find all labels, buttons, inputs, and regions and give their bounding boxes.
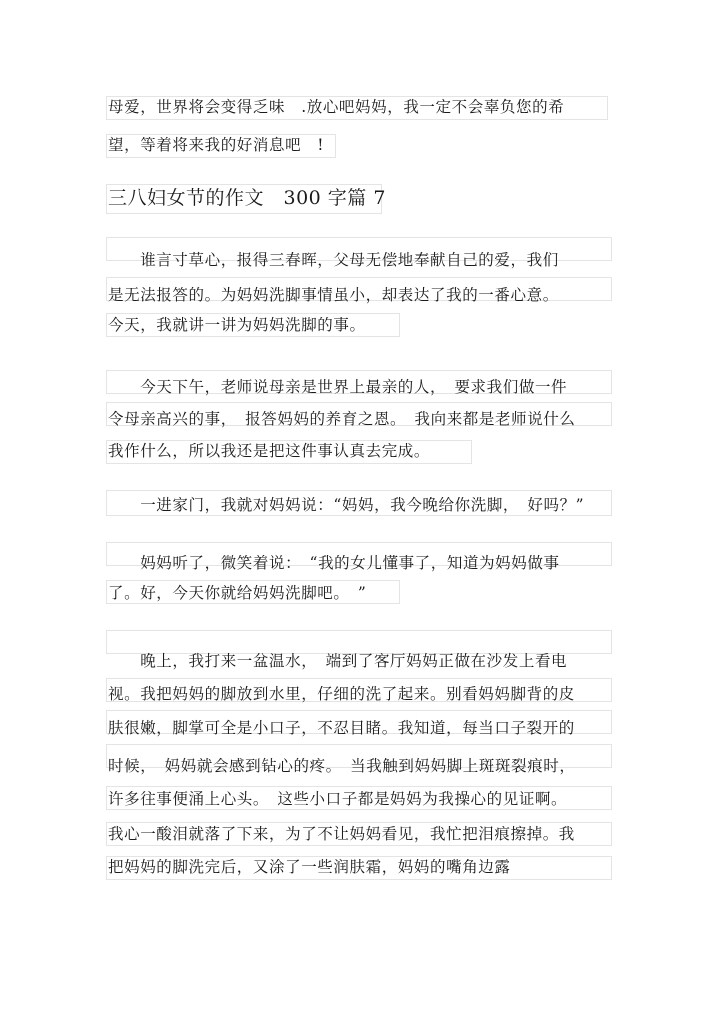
- paragraph-line: 今天，我就讲一讲为妈妈洗脚的事。: [108, 316, 366, 334]
- paragraph-line: 是无法报答的。为妈妈洗脚事情虽小，却表达了我的一番心意。: [108, 286, 559, 304]
- intro-line: 母爱，世界将会变得乏味 .放心吧妈妈，我一定不会辜负您的希: [108, 98, 565, 116]
- paragraph-line: 时候， 妈妈就会感到钻心的疼。 当我触到妈妈脚上斑斑裂痕时，: [108, 757, 576, 775]
- paragraph-line: 谁言寸草心，报得三春晖，父母无偿地奉献自己的爱，我们: [108, 251, 559, 269]
- paragraph-line: 视。我把妈妈的脚放到水里，仔细的洗了起来。别看妈妈脚背的皮: [108, 685, 575, 703]
- paragraph-line: 把妈妈的脚洗完后，又涂了一些润肤霜，妈妈的嘴角边露: [108, 858, 511, 876]
- paragraph-line: 我作什么，所以我还是把这件事认真去完成。: [108, 442, 431, 460]
- intro-line: 望，等着将来我的好消息吧 !: [108, 136, 325, 154]
- paragraph-line: 妈妈听了，微笑着说： “我的女儿懂事了，知道为妈妈做事: [108, 554, 560, 572]
- paragraph-line: 许多往事便涌上心头。 这些小口子都是妈妈为我操心的见证啊。: [108, 790, 568, 808]
- section-title: 三八妇女节的作文 300 字篇 7: [108, 187, 386, 209]
- paragraph-line: 肤很嫩，脚掌可全是小口子，不忍目睹。我知道，每当口子裂开的: [108, 719, 575, 737]
- paragraph-line: 一进家门，我就对妈妈说：“妈妈，我今晚给你洗脚， 好吗？”: [108, 496, 585, 514]
- paragraph-line: 今天下午，老师说母亲是世界上最亲的人， 要求我们做一件: [108, 378, 568, 396]
- paragraph-line: 我心一酸泪就落了下来，为了不让妈妈看见，我忙把泪痕擦掉。我: [108, 825, 575, 843]
- paragraph-line: 令母亲高兴的事， 报答妈妈的养育之恩。 我向来都是老师说什么: [108, 410, 576, 428]
- paragraph-line: 晚上，我打来一盆温水， 端到了客厅妈妈正做在沙发上看电: [108, 652, 568, 670]
- paragraph-line: 了。好，今天你就给妈妈洗脚吧。 ”: [108, 584, 367, 602]
